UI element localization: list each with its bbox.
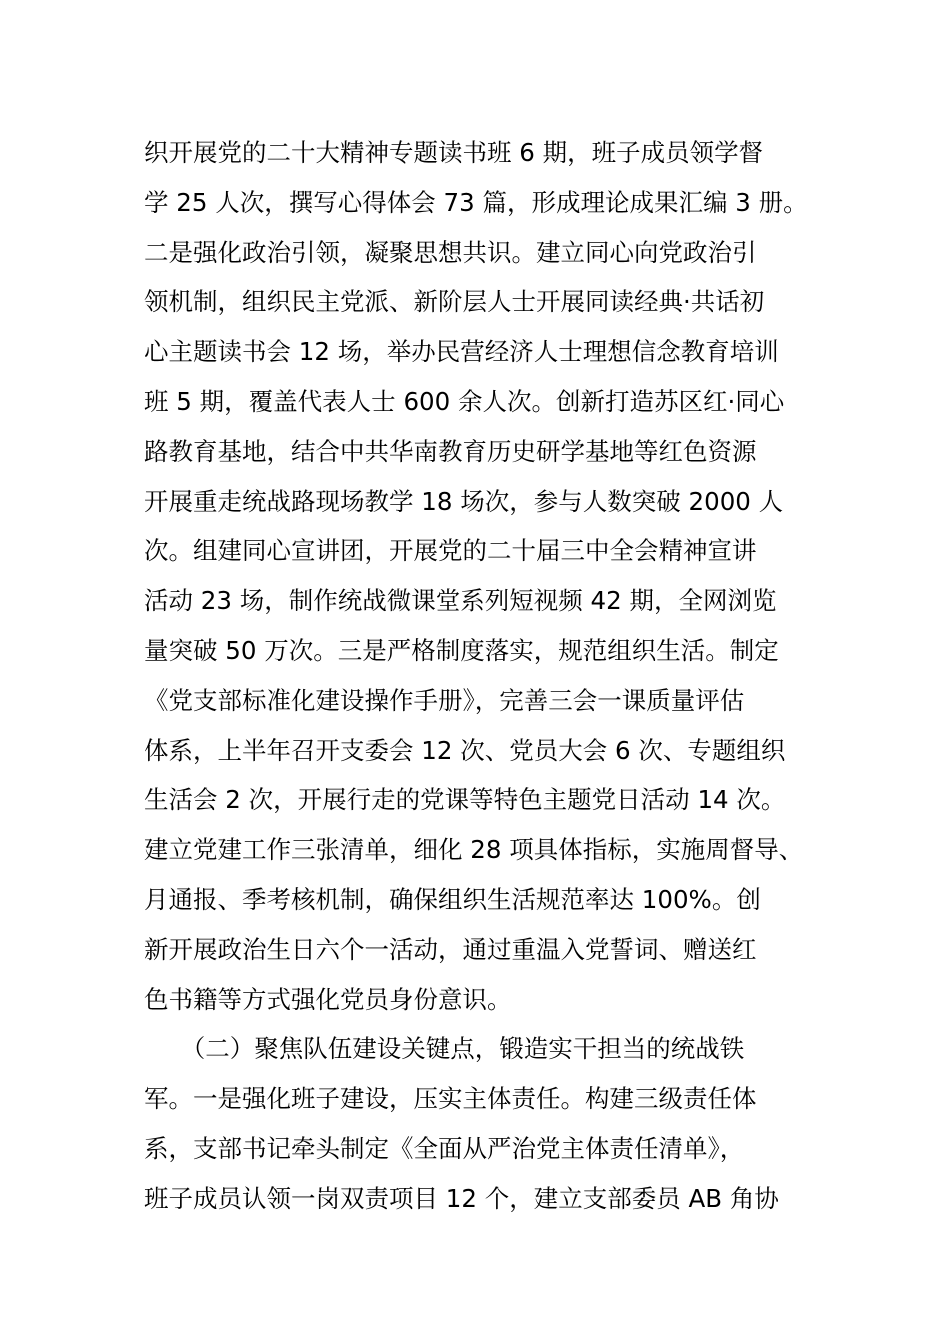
text-line: 路教育基地，结合中共华南教育历史研学基地等红色资源	[144, 436, 757, 466]
text-line: 学 25 人次，撰写心得体会 73 篇，形成理论成果汇编 3 册。	[144, 187, 808, 217]
text-line: 二是强化政治引领，凝聚思想共识。建立同心向党政治引	[144, 237, 757, 267]
text-line: 班子成员认领一岗双责项目 12 个，建立支部委员 AB 角协	[144, 1183, 779, 1213]
text-line: 军。一是强化班子建设，压实主体责任。构建三级责任体	[144, 1084, 757, 1114]
section-heading-line: （二）聚焦队伍建设关键点，锻造实干担当的统战铁	[144, 1034, 745, 1064]
text-line: 系，支部书记牵头制定《全面从严治党主体责任清单》，	[144, 1133, 745, 1163]
text-line: 次。组建同心宣讲团，开展党的二十届三中全会精神宣讲	[144, 536, 757, 566]
text-line: 新开展政治生日六个一活动，通过重温入党誓词、赠送红	[144, 934, 757, 964]
text-line: 色书籍等方式强化党员身份意识。	[144, 984, 512, 1014]
text-line: 建立党建工作三张清单，细化 28 项具体指标，实施周督导、	[144, 835, 804, 865]
text-line: 《党支部标准化建设操作手册》，完善三会一课质量评估	[144, 685, 745, 715]
text-line: 月通报、季考核机制，确保组织生活规范率达 100%。创	[144, 884, 761, 914]
text-line: 体系，上半年召开支委会 12 次、党员大会 6 次、专题组织	[144, 735, 786, 765]
text-line: 生活会 2 次，开展行走的党课等特色主题党日活动 14 次。	[144, 785, 786, 815]
text-line: 班 5 期，覆盖代表人士 600 余人次。创新打造苏区红·同心	[144, 386, 785, 416]
text-line: 活动 23 场，制作统战微课堂系列短视频 42 期，全网浏览	[144, 586, 777, 616]
body-text	[144, 128, 824, 1224]
text-line: 织开展党的二十大精神专题读书班 6 期，班子成员领学督	[144, 138, 764, 167]
text-line: 心主题读书会 12 场，举办民营经济人士理想信念教育培训	[144, 337, 779, 367]
text-line: 量突破 50 万次。三是严格制度落实，规范组织生活。制定	[144, 635, 779, 665]
text-line: 开展重走统战路现场教学 18 场次，参与人数突破 2000 人	[144, 486, 784, 516]
text-line: 领机制，组织民主党派、新阶层人士开展同读经典·共话初	[144, 287, 765, 317]
